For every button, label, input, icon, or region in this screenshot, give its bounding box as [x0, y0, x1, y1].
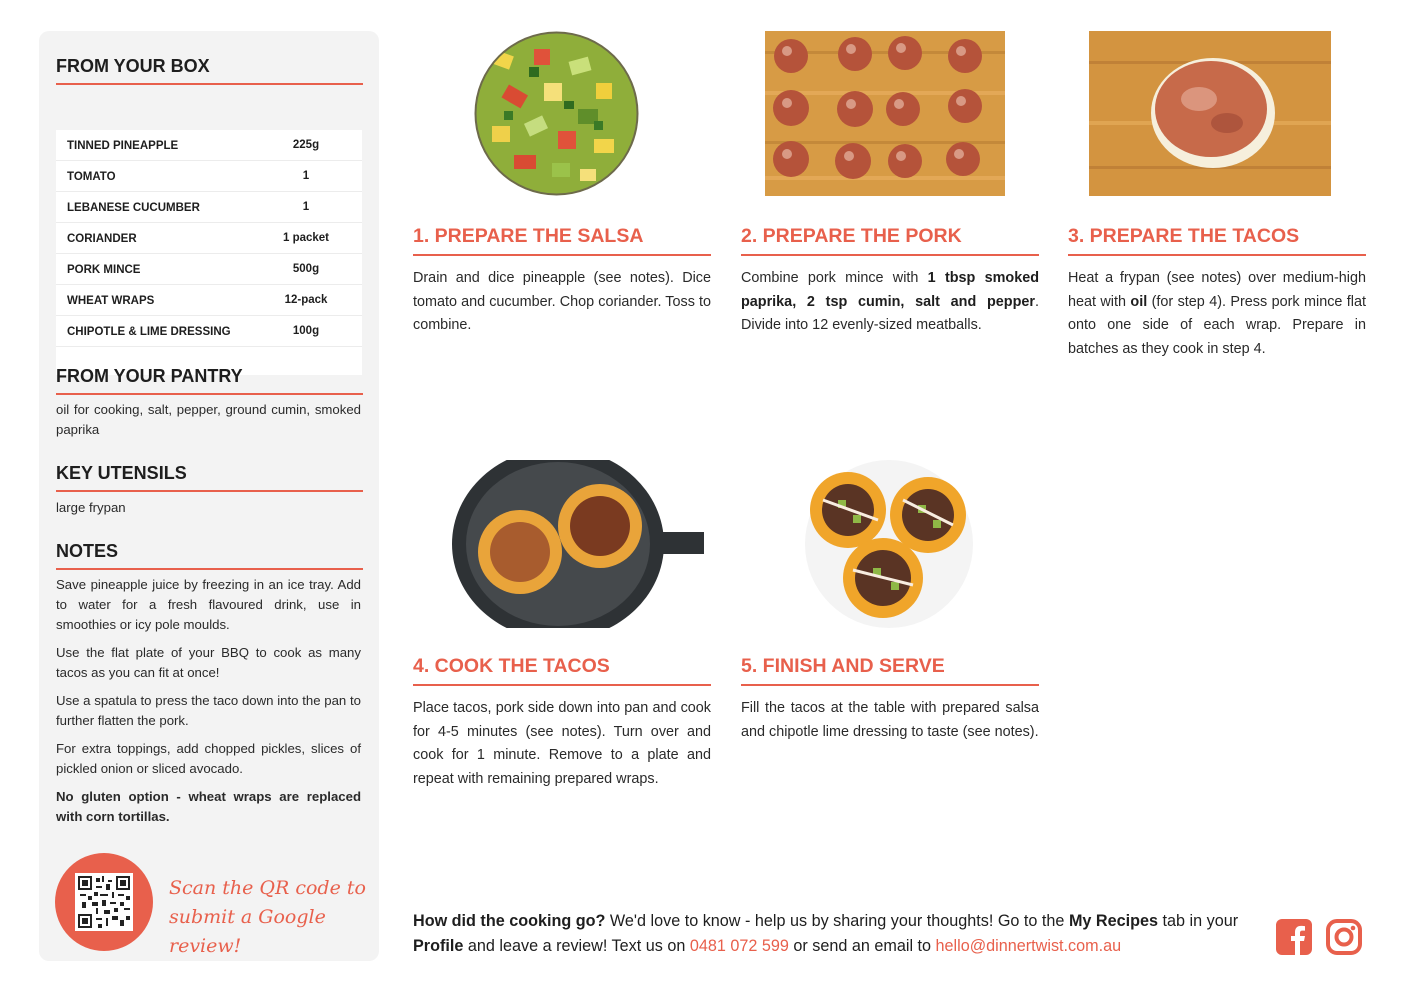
ingredient-qty: 225g: [292, 139, 320, 151]
step-3-body: [1068, 267, 1366, 361]
ingredient-qty: 500g: [292, 263, 320, 275]
notes-list: [56, 575, 361, 835]
step-3-text: (for step 4). Press pork mince flat onto one side of each wrap. Prepare in batches as they cook in step 4.: [1068, 293, 1366, 357]
footer-question: How did the cooking go?: [413, 912, 606, 930]
step-2-title: 2. PREPARE THE PORK: [741, 225, 1039, 256]
my-recipes-link[interactable]: My Recipes: [1068, 912, 1159, 930]
qr-review-prompt: [169, 874, 369, 961]
ingredient-name: CHIPOTLE & LIME DRESSING: [67, 326, 231, 338]
step-1-body: Drain and dice pineapple (see notes). Dice tomato and cucumber. Chop coriander. Toss to combine.: [413, 270, 711, 333]
email-link[interactable]: hello@dinnertwist.com.au: [935, 937, 1122, 955]
step-5-title: 5. FINISH AND SERVE: [741, 655, 1039, 686]
profile-link[interactable]: Profile: [413, 937, 464, 955]
ingredients-sidebar: [39, 31, 379, 961]
ingredient-row: [56, 130, 362, 161]
footer-text: tab in your: [1158, 912, 1239, 930]
pantry-heading: FROM YOUR PANTRY: [56, 366, 363, 395]
step-2-seasoning: 1 tbsp smoked paprika, 2 tsp cumin, salt and pepper: [741, 270, 1039, 310]
step-3-oil: oil: [1130, 293, 1148, 310]
ingredient-row: [56, 161, 362, 192]
notes-heading: NOTES: [56, 541, 363, 570]
footer-text: or send an email to: [788, 937, 936, 955]
ingredient-qty: 12-pack: [284, 294, 328, 306]
note-item: Use the flat plate of your BBQ to cook as many tacos as you can fit at once!: [56, 645, 361, 680]
step-3-title: 3. PREPARE THE TACOS: [1068, 225, 1366, 256]
footer-text: and leave a review! Text us on: [463, 937, 690, 955]
ingredient-name: CORIANDER: [67, 233, 137, 245]
ingredients-table: [56, 130, 362, 375]
ingredient-qty: 1: [302, 170, 310, 182]
step-1-title: 1. PREPARE THE SALSA: [413, 225, 711, 256]
ingredient-name: WHEAT WRAPS: [67, 295, 155, 307]
note-item: Use a spatula to press the taco down into the pan to further flatten the pork.: [56, 693, 361, 728]
ingredient-name: TINNED PINEAPPLE: [67, 140, 179, 152]
box-heading: FROM YOUR BOX: [56, 56, 363, 85]
step-2-text: Combine pork mince with: [741, 270, 928, 286]
instagram-icon[interactable]: [1325, 918, 1363, 956]
qr-badge: [55, 853, 153, 951]
phone-link[interactable]: 0481 072 599: [689, 937, 789, 955]
facebook-icon[interactable]: [1275, 918, 1313, 956]
step-4-title: 4. COOK THE TACOS: [413, 655, 711, 686]
step-3-text: Heat a frypan (see notes) over medium-high heat with: [1068, 270, 1366, 310]
note-item: Save pineapple juice by freezing in an ice tray. Add to water for a fresh flavoured drink, use in smoothies or icy pole moulds.: [56, 577, 361, 632]
ingredient-qty: 1 packet: [282, 232, 330, 244]
ingredient-qty: 100g: [292, 325, 320, 337]
step-2-text: . Divide into 12 evenly-sized meatballs.: [741, 293, 1039, 333]
qr-text-line: submit a Google review!: [169, 906, 326, 957]
ingredient-row: [56, 316, 362, 347]
pork-meatballs-photo: [765, 31, 1005, 201]
step-2-body: [741, 267, 1039, 338]
review-footer: [413, 909, 1263, 959]
ingredient-name: PORK MINCE: [67, 264, 141, 276]
note-gluten-free: No gluten option - wheat wraps are replaced with corn tortillas.: [56, 789, 361, 824]
step-4-body: Place tacos, pork side down into pan and cook for 4-5 minutes (see notes). Turn over and cook for 1 minute. Remove to a plate and repeat with remaining prepared wraps.: [413, 700, 711, 787]
qr-text-line: Scan the QR code to: [169, 877, 366, 899]
salsa-photo: [474, 31, 639, 201]
footer-text: We'd love to know - help us by sharing your thoughts! Go to the: [605, 912, 1069, 930]
taco-wrap-photo: [1089, 31, 1331, 201]
finished-tacos-photo: [803, 460, 973, 633]
pantry-text: oil for cooking, salt, pepper, ground cumin, smoked paprika: [56, 402, 361, 437]
frypan-tacos-photo: [452, 460, 704, 633]
ingredient-row: [56, 254, 362, 285]
ingredient-name: LEBANESE CUCUMBER: [67, 202, 200, 214]
ingredient-qty: 1: [302, 201, 310, 213]
qr-code-icon[interactable]: [75, 873, 133, 931]
note-item: For extra toppings, add chopped pickles, slices of pickled onion or sliced avocado.: [56, 741, 361, 776]
ingredient-name: TOMATO: [67, 171, 116, 183]
utensils-text: large frypan: [56, 500, 126, 515]
ingredient-row: [56, 192, 362, 223]
step-5-body: Fill the tacos at the table with prepared salsa and chipotle lime dressing to taste (see notes).: [741, 700, 1039, 740]
ingredient-row: [56, 285, 362, 316]
ingredient-row: [56, 223, 362, 254]
utensils-heading: KEY UTENSILS: [56, 463, 363, 492]
